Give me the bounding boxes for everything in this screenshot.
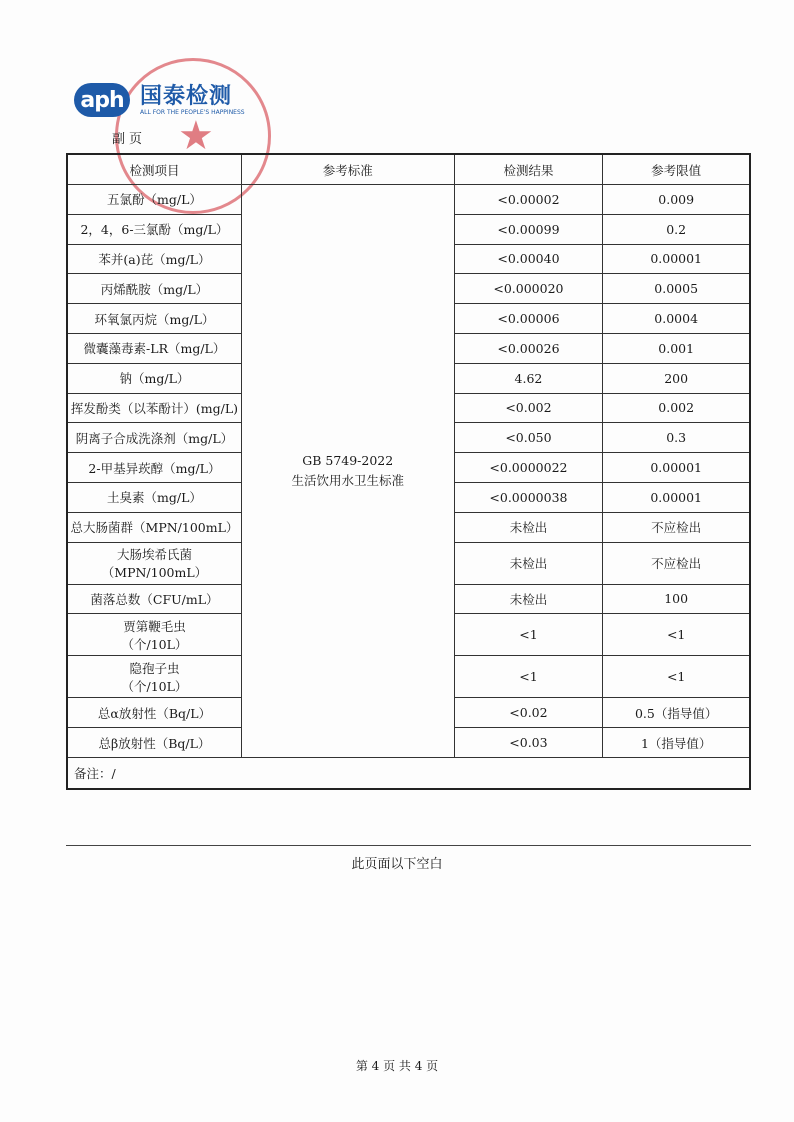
- table-row: [67, 185, 750, 215]
- page-label: 副页: [112, 132, 147, 147]
- remark-row: [67, 757, 750, 789]
- item-name-line: 菌落总数（CFU/mL）: [90, 591, 219, 607]
- item-cell: [67, 728, 241, 758]
- limit-cell: 0.002: [603, 393, 750, 423]
- header-limit: 参考限值: [603, 154, 750, 185]
- item-name-line: 土臭素（mg/L）: [107, 490, 202, 506]
- result-cell: <0.00006: [454, 304, 603, 334]
- item-name-line: 钠（mg/L）: [119, 371, 190, 387]
- item-cell: [67, 185, 241, 215]
- limit-cell: 0.5（指导值）: [603, 698, 750, 728]
- item-name-line: （个/10L）: [121, 636, 188, 652]
- item-name-line: 大肠埃希氏菌: [116, 547, 192, 563]
- blank-notice: 此页面以下空白: [351, 857, 443, 872]
- item-cell: [67, 614, 241, 656]
- limit-cell: 1（指导值）: [603, 728, 750, 758]
- limit-cell: <1: [603, 656, 750, 698]
- result-cell: 未检出: [454, 584, 603, 614]
- item-name-line: 隐孢子虫: [129, 660, 180, 676]
- item-name-line: 总β放射性（Bq/L）: [98, 735, 211, 751]
- standard-cell: [241, 185, 454, 758]
- result-cell: <0.02: [454, 698, 603, 728]
- item-cell: [67, 274, 241, 304]
- item-cell: [67, 453, 241, 483]
- remark: 备注：/: [67, 757, 750, 789]
- item-name-line: 2-甲基异莰醇（mg/L）: [88, 460, 221, 476]
- header-standard: 参考标准: [241, 154, 454, 185]
- header-item: 检测项目: [67, 154, 241, 185]
- result-cell: <0.000020: [454, 274, 603, 304]
- logo-name: 国泰检测: [140, 83, 233, 109]
- limit-cell: 0.00001: [603, 482, 750, 512]
- item-cell: [67, 512, 241, 542]
- standard-line: 生活饮用水卫生标准: [291, 472, 404, 488]
- limit-cell: 0.2: [603, 214, 750, 244]
- item-name-line: 苯并(a)芘（mg/L）: [98, 251, 211, 267]
- item-cell: [67, 363, 241, 393]
- divider: [66, 845, 751, 846]
- item-cell: [67, 304, 241, 334]
- limit-cell: 0.0005: [603, 274, 750, 304]
- logo-text: [140, 85, 245, 116]
- logo-tagline: ALL FOR THE PEOPLE'S HAPPINESS: [140, 108, 245, 116]
- result-cell: <1: [454, 614, 603, 656]
- item-name-line: 阴离子合成洗涤剂（mg/L）: [75, 430, 234, 446]
- results-table: [66, 153, 751, 790]
- limit-cell: 100: [603, 584, 750, 614]
- item-cell: [67, 698, 241, 728]
- item-name-line: 挥发酚类（以苯酚计）(mg/L): [70, 400, 239, 416]
- item-cell: [67, 542, 241, 584]
- limit-cell: 0.001: [603, 333, 750, 363]
- limit-cell: 0.00001: [603, 453, 750, 483]
- limit-cell: 0.0004: [603, 304, 750, 334]
- item-name-line: 总大肠菌群（MPN/100mL）: [70, 520, 239, 536]
- company-logo: [74, 80, 245, 120]
- item-cell: [67, 423, 241, 453]
- item-cell: [67, 333, 241, 363]
- limit-cell: 不应检出: [603, 512, 750, 542]
- limit-cell: 0.009: [603, 185, 750, 215]
- result-cell: <0.00026: [454, 333, 603, 363]
- item-cell: [67, 656, 241, 698]
- item-cell: [67, 584, 241, 614]
- item-name-line: 总α放射性（Bq/L）: [97, 705, 212, 721]
- page-number: 第 4 页 共 4 页: [355, 1059, 439, 1073]
- result-cell: <0.002: [454, 393, 603, 423]
- item-name-line: （个/10L）: [121, 678, 188, 694]
- result-cell: <0.00040: [454, 244, 603, 274]
- limit-cell: 200: [603, 363, 750, 393]
- item-name-line: 五氯酚（mg/L）: [107, 192, 202, 208]
- seal-star-icon: ★: [178, 113, 214, 159]
- item-name-line: 2，4，6-三氯酚（mg/L）: [80, 222, 229, 238]
- item-name-line: 丙烯酰胺（mg/L）: [100, 281, 209, 297]
- item-cell: [67, 482, 241, 512]
- item-name-line: 微囊藻毒素-LR（mg/L）: [83, 341, 226, 357]
- result-cell: <0.00002: [454, 185, 603, 215]
- result-cell: 4.62: [454, 363, 603, 393]
- table-header-row: [67, 154, 750, 185]
- result-cell: 未检出: [454, 512, 603, 542]
- item-cell: [67, 214, 241, 244]
- logo-abbr: aph: [74, 83, 130, 117]
- item-cell: [67, 244, 241, 274]
- standard-line: GB 5749-2022: [302, 452, 394, 468]
- item-name-line: 贾第鞭毛虫: [123, 618, 186, 634]
- header-result: 检测结果: [454, 154, 603, 185]
- item-name-line: （MPN/100mL）: [101, 565, 208, 581]
- result-cell: 未检出: [454, 542, 603, 584]
- limit-cell: 不应检出: [603, 542, 750, 584]
- item-cell: [67, 393, 241, 423]
- result-cell: <0.0000022: [454, 453, 603, 483]
- result-cell: <1: [454, 656, 603, 698]
- result-cell: <0.050: [454, 423, 603, 453]
- result-cell: <0.00099: [454, 214, 603, 244]
- limit-cell: 0.00001: [603, 244, 750, 274]
- result-cell: <0.0000038: [454, 482, 603, 512]
- limit-cell: <1: [603, 614, 750, 656]
- item-name-line: 环氧氯丙烷（mg/L）: [94, 311, 215, 327]
- limit-cell: 0.3: [603, 423, 750, 453]
- result-cell: <0.03: [454, 728, 603, 758]
